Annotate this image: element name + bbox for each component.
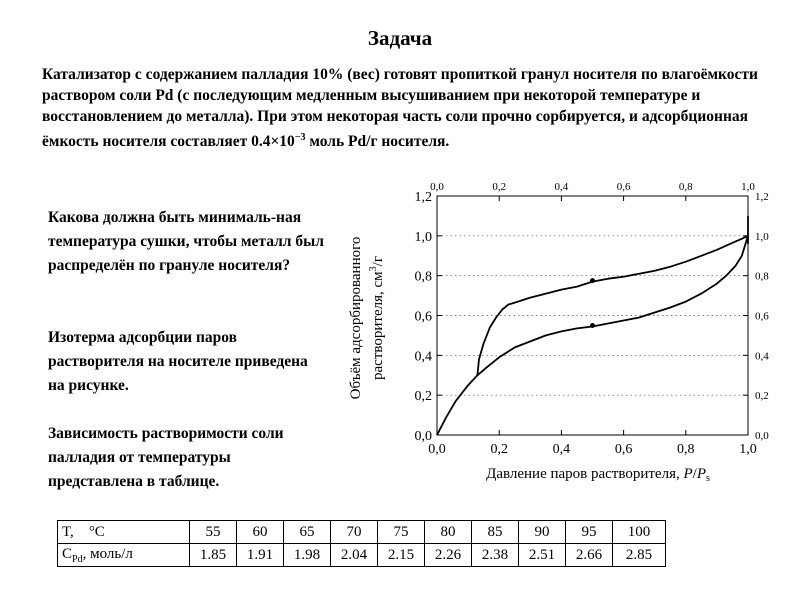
- x-tick-label-bottom: 0,4: [552, 442, 571, 457]
- ticks-layer: [415, 181, 770, 457]
- solubility-cell: 2.51: [519, 544, 566, 567]
- y-axis-title-line2: растворителя, $см^3/г$: [368, 256, 386, 380]
- series-layer: [437, 216, 748, 435]
- question-solubility-note: Зависимость растворимости соли палладия от температуры представлена в таблице.: [48, 425, 284, 490]
- x-axis-title: Давление паров растворителя, $P/P_s$: [486, 466, 710, 484]
- temperature-cell: 60: [237, 521, 284, 544]
- x-tick-label-top: 0,0: [430, 181, 444, 193]
- plot-frame: [437, 196, 748, 435]
- desorption-branch-line: [477, 236, 748, 375]
- solubility-cell: 2.26: [425, 544, 472, 567]
- x-tick-label-top: 0,4: [554, 181, 569, 193]
- solubility-cell: 2.15: [378, 544, 425, 567]
- y-tick-label-left: 1,0: [414, 229, 432, 245]
- y-tick-label-right: 0,8: [755, 270, 769, 283]
- grid-layer: [437, 236, 748, 395]
- solubility-table: [57, 520, 666, 567]
- solubility-cell: 2.85: [613, 544, 666, 567]
- solubility-cell: 1.85: [190, 544, 237, 567]
- x-tick-label-bottom: 0,6: [614, 442, 633, 457]
- temperature-cell: 70: [331, 521, 378, 544]
- question-isotherm-note: Изотерма адсорбции паров растворителя на носителе приведена на рисунке.: [48, 329, 308, 394]
- x-tick-label-bottom: 0,2: [490, 442, 508, 457]
- x-tick-label-bottom: 0,0: [428, 442, 446, 457]
- y-tick-label-right: 0,2: [755, 390, 769, 403]
- temperature-cell: 65: [284, 521, 331, 544]
- temperature-cell: 80: [425, 521, 472, 544]
- temperature-cell: 75: [378, 521, 425, 544]
- y-tick-label-left: 0,8: [414, 269, 432, 285]
- solubility-cell: 1.91: [237, 544, 284, 567]
- slide-title: Задача: [367, 26, 433, 50]
- problem-text-before: Катализатор с содержанием палладия 10% (вес) готовят пропиткой гранул носителя по влагоёмкости раствором соли Pd (с последующим медленным высушиванием при некоторой температуре и восстановлением до металла). При этом некоторая часть соли прочно сорбируется, и адсорбционная ёмкость носителя составляет 0.4×10: [42, 66, 758, 150]
- solubility-header: $C_{Pd}$, моль/л: [58, 544, 190, 567]
- x-tick-label-top: 0,6: [616, 181, 631, 193]
- curve-marker: [590, 323, 595, 328]
- solubility-cell: 1.98: [284, 544, 331, 567]
- x-tick-label-bottom: 0,8: [677, 442, 695, 457]
- y-tick-label-right: 1,0: [755, 230, 769, 243]
- solubility-row: [58, 544, 666, 567]
- problem-exponent: −3: [294, 132, 306, 143]
- y-tick-label-right: 0,6: [755, 310, 769, 323]
- x-tick-label-bottom: 1,0: [739, 442, 757, 457]
- temperature-header: T, °C: [58, 521, 190, 544]
- adsorption-branch-line: [437, 236, 748, 435]
- y-tick-label-left: 0,2: [414, 389, 432, 405]
- solubility-cell: 2.04: [331, 544, 378, 567]
- x-tick-label-top: 0,8: [678, 181, 693, 193]
- y-tick-label-left: 0,0: [414, 429, 432, 444]
- x-tick-label-top: 1,0: [741, 181, 755, 193]
- temperature-cell: 95: [566, 521, 613, 544]
- y-tick-label-left: 1,2: [414, 190, 432, 205]
- temperature-cell: 85: [472, 521, 519, 544]
- y-tick-label-right: 0,4: [755, 350, 769, 363]
- question-drying-temperature: Какова должна быть минималь-ная температура сушки, чтобы металл был распределён по грануле носителя?: [48, 209, 324, 274]
- problem-statement: [42, 64, 782, 152]
- solubility-cell: 2.38: [472, 544, 519, 567]
- solubility-cell: 2.66: [566, 544, 613, 567]
- y-axis-title-line1: Объём адсорбированного: [348, 236, 364, 400]
- y-tick-label-left: 0,4: [414, 349, 432, 365]
- temperature-cell: 90: [519, 521, 566, 544]
- temperature-cell: 55: [190, 521, 237, 544]
- y-tick-label-left: 0,6: [414, 309, 432, 325]
- temperature-row: [58, 521, 666, 544]
- temperature-cell: 100: [613, 521, 666, 544]
- y-tick-label-right: 0,0: [755, 430, 769, 442]
- y-tick-label-right: 1,2: [755, 191, 769, 203]
- x-tick-label-top: 0,2: [492, 181, 507, 193]
- y-axis-title: [348, 237, 386, 400]
- curve-marker: [590, 278, 595, 283]
- problem-text-after: моль Pd/г носителя.: [305, 133, 450, 150]
